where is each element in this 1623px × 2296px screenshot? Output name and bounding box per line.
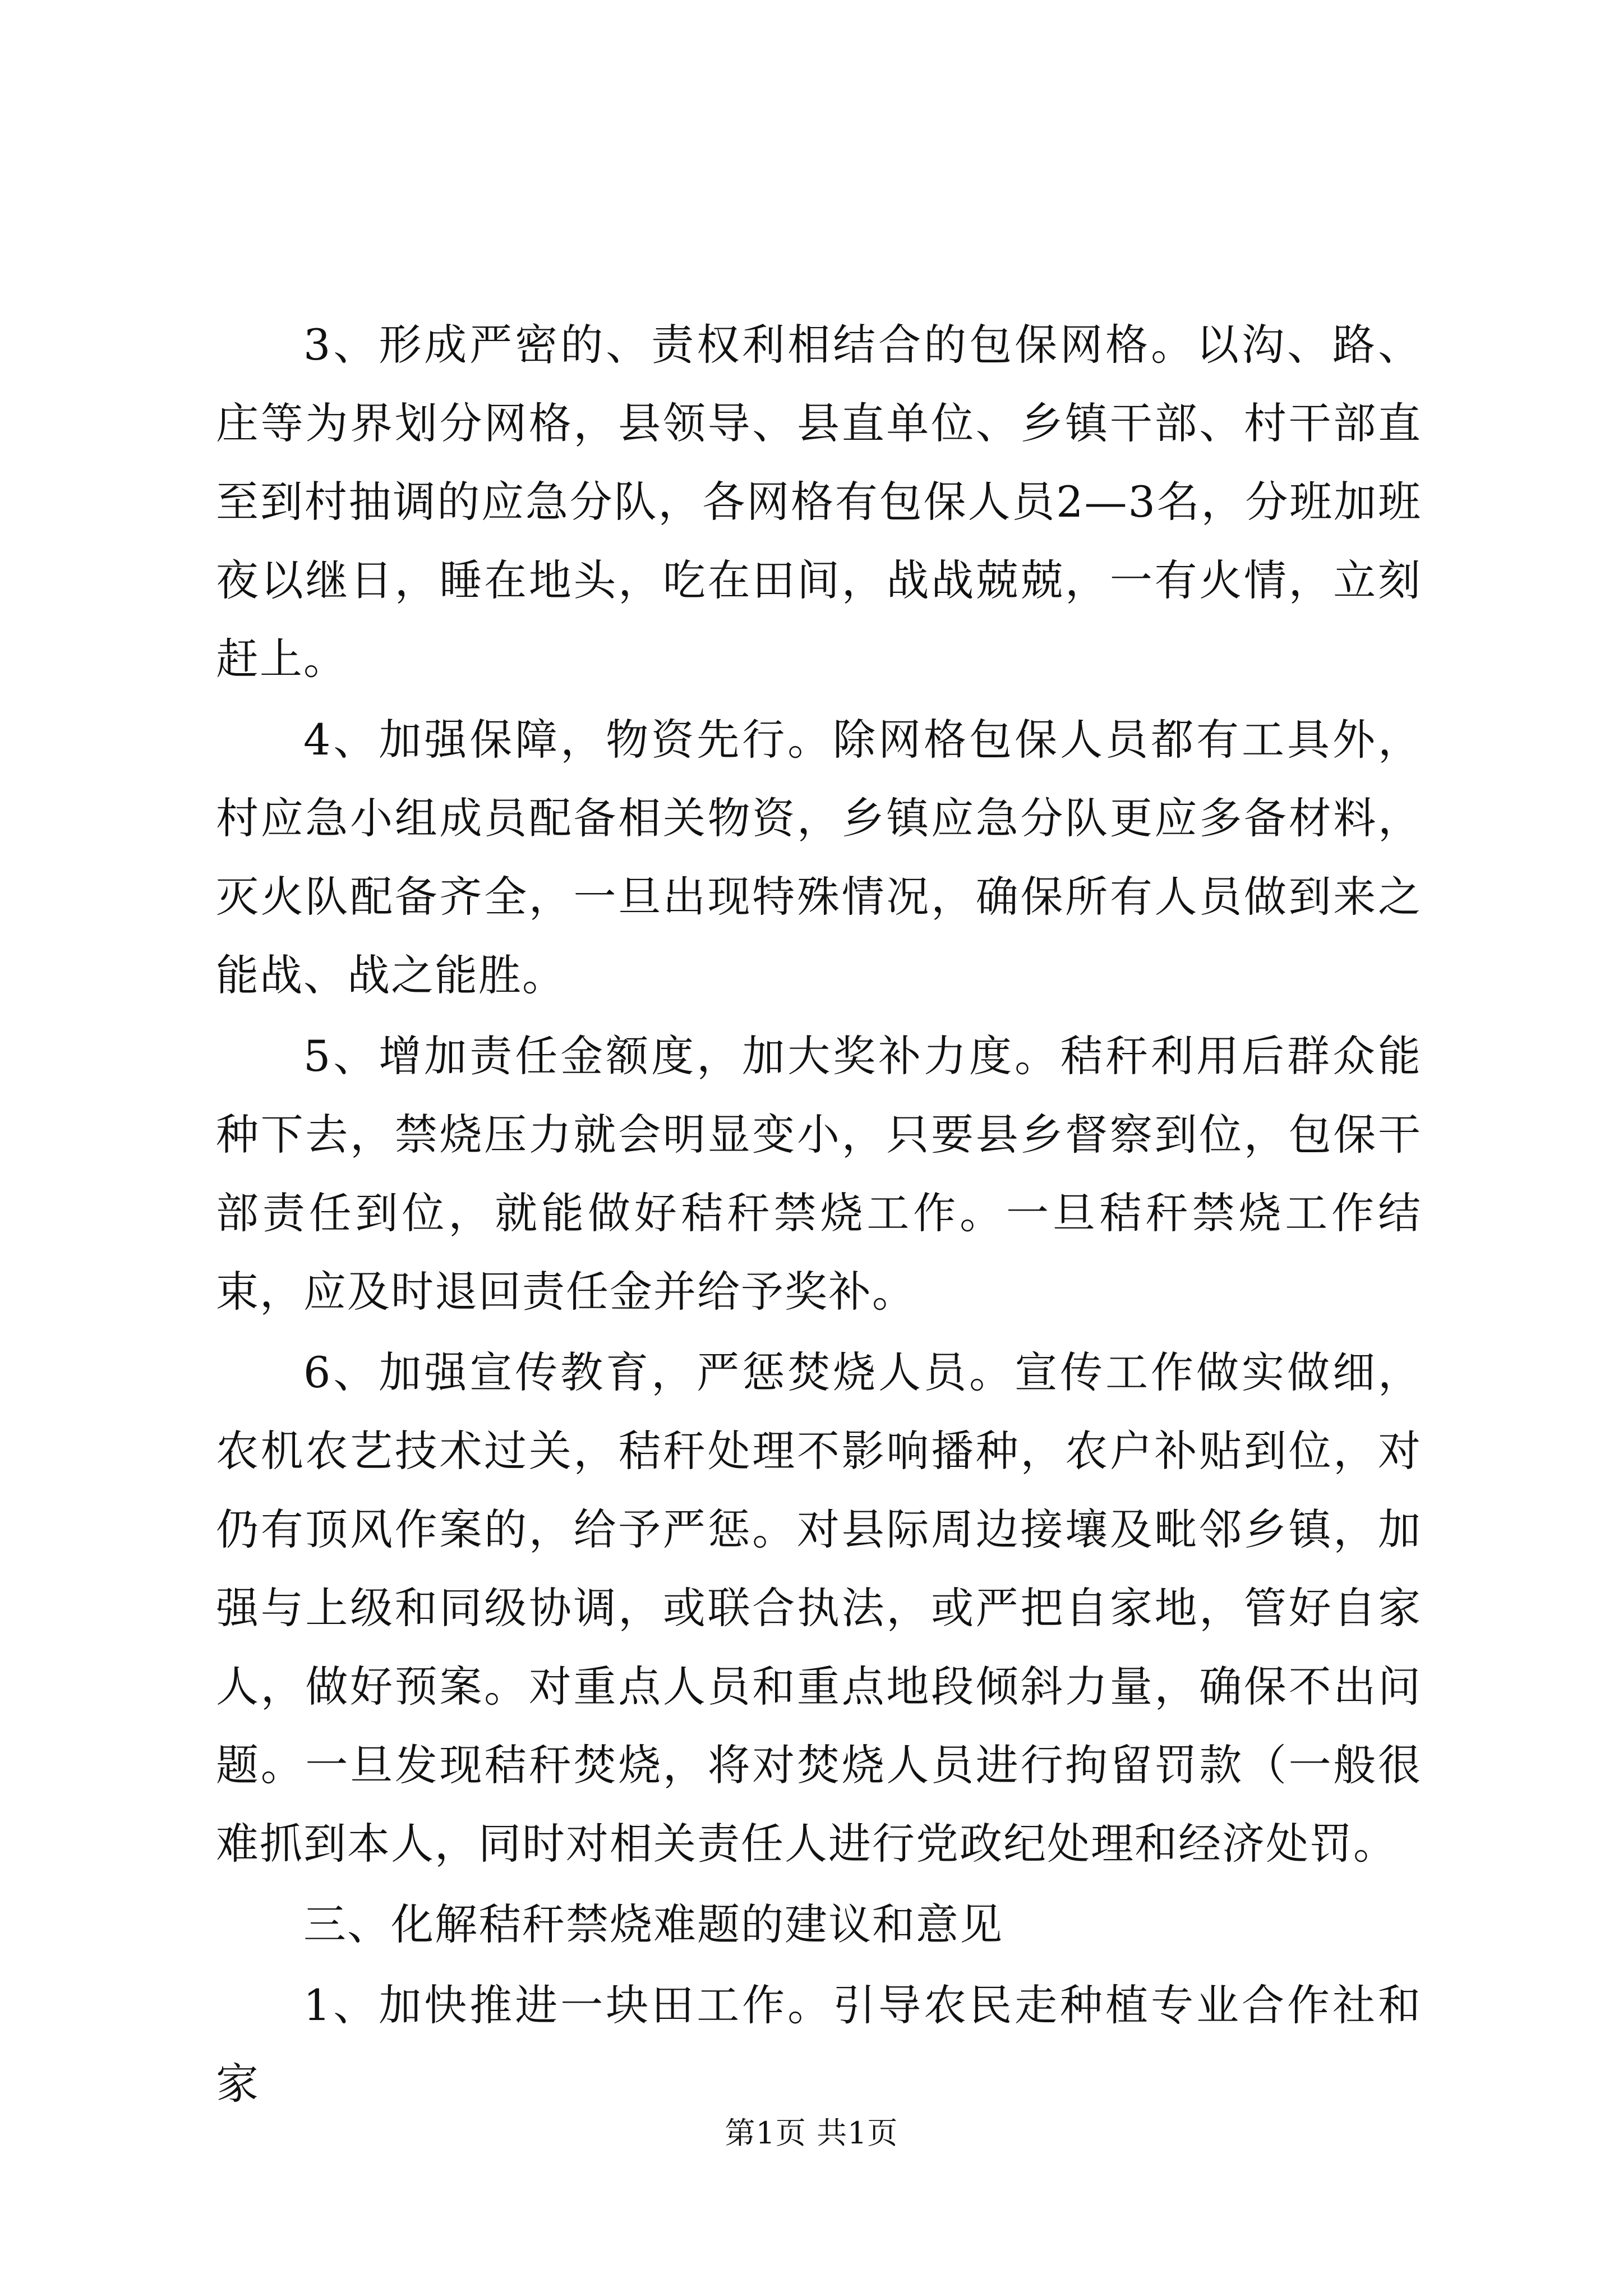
paragraph-1-field-consolidation: 1、加快推进一块田工作。引导农民走种植专业合作社和家 — [216, 1980, 1422, 2109]
document-body — [216, 306, 1422, 2123]
paragraph-6-publicity-punishment: 6、加强宣传教育，严惩焚烧人员。宣传工作做实做细，农机农艺技术过关，秸秆处理不影响播种，农户补贴到位，对仍有顶风作案的，给予严惩。对县际周边接壤及毗邻乡镇，加强与上级和同级协调，或联合执法，或严把自家地，管好自家人，做好预案。对重点人员和重点地段倾斜力量，确保不出问题。一旦发现秸秆焚烧，将对焚烧人员进行拘留罚款（一般很难抓到本人，同时对相关责任人进行党政纪处理和经济处罚。 — [216, 1347, 1422, 1869]
paragraph-5-responsibility-funds: 5、增加责任金额度，加大奖补力度。秸秆利用后群众能种下去，禁烧压力就会明显变小，只要县乡督察到位，包保干部责任到位，就能做好秸秆禁烧工作。一旦秸秆禁烧工作结束，应及时退回责任金并给予奖补。 — [216, 1031, 1422, 1317]
page-number-footer: 第1页 共1页 — [725, 2115, 898, 2151]
section-heading-suggestions: 三、化解秸秆禁烧难题的建议和意见 — [303, 1899, 1003, 1949]
paragraph-3-grid-responsibility: 3、形成严密的、责权利相结合的包保网格。以沟、路、庄等为界划分网格，县领导、县直单位、乡镇干部、村干部直至到村抽调的应急分队，各网格有包保人员2—3名，分班加班夜以继日，睡在地头，吃在田间，战战兢兢，一有火情，立刻赶上。 — [216, 320, 1422, 684]
paragraph-4-supplies-guarantee: 4、加强保障，物资先行。除网格包保人员都有工具外，村应急小组成员配备相关物资，乡镇应急分队更应多备材料，灭火队配备齐全，一旦出现特殊情况，确保所有人员做到来之能战、战之能胜。 — [216, 715, 1422, 1000]
